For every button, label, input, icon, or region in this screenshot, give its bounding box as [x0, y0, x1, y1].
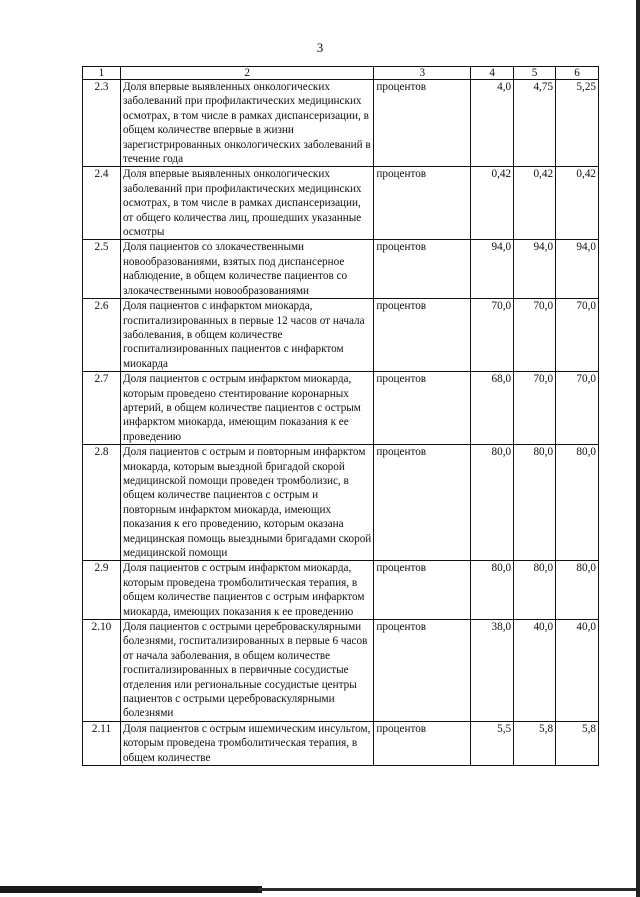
table-row — [83, 372, 599, 445]
table-header-row — [83, 67, 599, 80]
row-number: 2.7 — [83, 372, 121, 445]
header-col-6: 6 — [556, 67, 599, 80]
value-col-4: 5,5 — [471, 721, 514, 765]
indicator-name: Доля пациентов с острым инфарктом миокарда, которым проведено стентирование коронарных артерий, в общем количестве пациентов с острым инфарктом миокарда, имеющим показания к ее проведению — [120, 372, 373, 445]
indicator-name: Доля пациентов со злокачественными новообразованиями, взятых под диспансерное наблюдение, в общем количестве пациентов со злокачественными новообразованиями — [120, 240, 373, 299]
value-col-6: 80,0 — [556, 445, 599, 561]
indicator-name: Доля пациентов с острым и повторным инфарктом миокарда, которым выездной бригадой скорой медицинской помощи проведен тромболизис, в общем количестве пациентов с острым и повторным инфарктом миокарда, имеющих показания к его проведению, которым оказана медицинская помощь выездными бригадами скорой медицинской помощи — [120, 445, 373, 561]
value-col-5: 94,0 — [514, 240, 556, 299]
unit: процентов — [374, 561, 471, 620]
unit: процентов — [374, 80, 471, 167]
value-col-6: 70,0 — [556, 372, 599, 445]
value-col-6: 94,0 — [556, 240, 599, 299]
scan-edge-right — [636, 0, 640, 897]
table-row — [83, 167, 599, 240]
row-number: 2.3 — [83, 80, 121, 167]
value-col-6: 80,0 — [556, 561, 599, 620]
indicators-table — [82, 66, 599, 766]
table-row — [83, 721, 599, 765]
value-col-4: 70,0 — [471, 299, 514, 372]
table-row — [83, 80, 599, 167]
value-col-4: 4,0 — [471, 80, 514, 167]
value-col-5: 80,0 — [514, 561, 556, 620]
indicator-name: Доля пациентов с острыми цереброваскулярными болезнями, госпитализированных в первые 6 часов от начала заболевания, в общем количестве госпитализированных в первичные сосудистые отделения или региональные сосудистые центры пациентов с острыми цереброваскулярными болезнями — [120, 620, 373, 722]
header-col-4: 4 — [471, 67, 514, 80]
table-row — [83, 299, 599, 372]
header-col-5: 5 — [514, 67, 556, 80]
header-col-2: 2 — [120, 67, 373, 80]
value-col-6: 5,8 — [556, 721, 599, 765]
table-row — [83, 240, 599, 299]
unit: процентов — [374, 299, 471, 372]
value-col-4: 80,0 — [471, 445, 514, 561]
unit: процентов — [374, 445, 471, 561]
unit: процентов — [374, 721, 471, 765]
row-number: 2.9 — [83, 561, 121, 620]
value-col-5: 40,0 — [514, 620, 556, 722]
value-col-5: 0,42 — [514, 167, 556, 240]
row-number: 2.5 — [83, 240, 121, 299]
unit: процентов — [374, 240, 471, 299]
indicator-name: Доля впервые выявленных онкологических заболеваний при профилактических медицинских осмотрах, в том числе в рамках диспансеризации, в общем количестве впервые в жизни зарегистрированных онкологических заболеваний в течение года — [120, 80, 373, 167]
row-number: 2.11 — [83, 721, 121, 765]
indicator-name: Доля пациентов с острым инфарктом миокарда, которым проведена тромболитическая терапия, в общем количестве пациентов с острым инфарктом миокарда, имеющих показания к ее проведению — [120, 561, 373, 620]
value-col-6: 5,25 — [556, 80, 599, 167]
indicator-name: Доля впервые выявленных онкологических заболеваний при профилактических медицинских осмотрах, в том числе в рамках диспансеризации, от общего количества лиц, прошедших указанные осмотры — [120, 167, 373, 240]
value-col-4: 38,0 — [471, 620, 514, 722]
value-col-6: 0,42 — [556, 167, 599, 240]
table-row — [83, 561, 599, 620]
unit: процентов — [374, 167, 471, 240]
value-col-6: 70,0 — [556, 299, 599, 372]
row-number: 2.4 — [83, 167, 121, 240]
unit: процентов — [374, 372, 471, 445]
indicator-name: Доля пациентов с острым ишемическим инсультом, которым проведена тромболитическая терапия, в общем количестве — [120, 721, 373, 765]
value-col-4: 80,0 — [471, 561, 514, 620]
value-col-4: 0,42 — [471, 167, 514, 240]
value-col-5: 5,8 — [514, 721, 556, 765]
header-col-1: 1 — [83, 67, 121, 80]
header-col-3: 3 — [374, 67, 471, 80]
value-col-5: 4,75 — [514, 80, 556, 167]
value-col-4: 94,0 — [471, 240, 514, 299]
unit: процентов — [374, 620, 471, 722]
row-number: 2.6 — [83, 299, 121, 372]
value-col-4: 68,0 — [471, 372, 514, 445]
value-col-5: 80,0 — [514, 445, 556, 561]
value-col-5: 70,0 — [514, 299, 556, 372]
scan-edge-bar-left — [0, 886, 262, 893]
row-number: 2.10 — [83, 620, 121, 722]
value-col-5: 70,0 — [514, 372, 556, 445]
table-row — [83, 445, 599, 561]
scan-edge-bar-right — [258, 888, 640, 891]
indicator-name: Доля пациентов с инфарктом миокарда, госпитализированных в первые 12 часов от начала заболевания, в общем количестве госпитализированных пациентов с инфарктом миокарда — [120, 299, 373, 372]
row-number: 2.8 — [83, 445, 121, 561]
table-row — [83, 620, 599, 722]
value-col-6: 40,0 — [556, 620, 599, 722]
page-number: 3 — [316, 40, 324, 55]
